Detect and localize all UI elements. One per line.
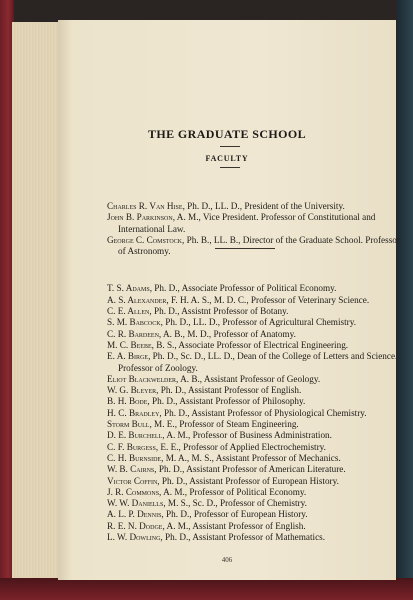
faculty-entry xyxy=(107,419,403,430)
section-divider xyxy=(215,248,275,249)
faculty-entry xyxy=(107,283,403,294)
member-details: , A. M., Professor of Business Administration. xyxy=(162,430,332,441)
member-details: , A. M., Professor of Political Economy. xyxy=(159,486,307,497)
faculty-entry xyxy=(107,509,403,520)
member-name: A. L. P. Dennis xyxy=(107,509,162,520)
member-details: , Ph. D., Sc. D., LL. D., Dean of the College of Letters and Science. Professor of Zoology. xyxy=(118,351,398,373)
faculty-entry xyxy=(107,295,403,306)
book-cover-bottom xyxy=(0,578,413,600)
divider-gap xyxy=(107,257,403,283)
member-name: Storm Bull xyxy=(107,419,150,430)
faculty-entry xyxy=(107,442,403,453)
faculty-entry xyxy=(107,351,403,374)
member-name: Victor Coffin xyxy=(107,475,158,486)
member-name: S. M. Babcock xyxy=(107,317,161,328)
member-name: H. C. Bradley xyxy=(107,407,160,418)
member-name: A. S. Alexander xyxy=(107,294,167,305)
faculty-entry xyxy=(107,396,403,407)
member-details: , Ph. D., Assistant Professor of Philosophy. xyxy=(147,396,306,407)
member-details: , M. A., M. S., Assistant Professor of Mechanics. xyxy=(161,452,341,463)
faculty-entry xyxy=(107,212,403,235)
faculty-entry xyxy=(107,235,403,258)
heading-rule xyxy=(220,167,240,168)
member-name: C. E. Allen xyxy=(107,306,150,317)
title-rule xyxy=(220,146,240,147)
member-details: , A. B., M. D., Professor of Anatomy. xyxy=(158,328,296,339)
member-name: M. C. Beebe xyxy=(107,339,152,350)
member-details: , B. S., Associate Professor of Electrical Engineering. xyxy=(151,339,349,350)
officers-list xyxy=(107,201,403,257)
member-details: , Ph. B., LL. B., Director of the Graduate School. Professor of Astronomy. xyxy=(118,234,400,257)
faculty-entry xyxy=(107,430,403,441)
book-page xyxy=(58,20,400,580)
member-name: W. B. Cairns xyxy=(107,464,155,475)
member-details: , Ph. D., Assistant Professor of European History. xyxy=(157,475,339,486)
page-edges xyxy=(12,22,60,578)
faculty-entry xyxy=(107,408,403,419)
faculty-entry xyxy=(107,385,403,396)
faculty-entry xyxy=(107,476,403,487)
faculty-entry xyxy=(107,340,403,351)
member-name: B. H. Bode xyxy=(107,396,148,407)
member-name: T. S. Adams xyxy=(107,283,150,294)
member-details: , M. E., Professor of Steam Engineering. xyxy=(149,419,299,430)
faculty-entry xyxy=(107,374,403,385)
member-details: , Ph. D., Associate Professor of Political Economy. xyxy=(149,283,337,294)
member-name: D. E. Burchell xyxy=(107,430,163,441)
member-details: , A. M., Assistant Professor of English. xyxy=(162,520,306,531)
faculty-entry xyxy=(107,487,403,498)
page-title: THE GRADUATE SCHOOL xyxy=(147,127,307,141)
member-name: W. G. Bleyer xyxy=(107,385,157,396)
member-details: , F. H. A. S., M. D. C., Professor of Veterinary Science. xyxy=(166,294,370,305)
member-name: C. H. Burnside xyxy=(107,452,162,463)
faculty-entry xyxy=(107,498,403,509)
faculty-entry xyxy=(107,201,403,212)
faculty-entry xyxy=(107,521,403,532)
member-name: C. F. Burgess xyxy=(107,441,156,452)
member-name: J. R. Commons xyxy=(107,486,160,497)
member-name: L. W. Dowling xyxy=(107,532,161,543)
member-details: , Ph. D., LL. D., President of the University. xyxy=(182,201,345,211)
member-name: W. W. Daniells xyxy=(107,498,164,509)
section-heading: FACULTY xyxy=(205,154,249,163)
faculty-entry xyxy=(107,317,403,328)
faculty-entry xyxy=(107,532,403,543)
member-details: , Ph. D., LL. D., Professor of Agricultural Chemistry. xyxy=(160,317,356,328)
member-name: George C. Comstock xyxy=(107,234,183,245)
member-details: , A. B., Assistant Professor of Geology. xyxy=(176,373,321,384)
faculty-entry xyxy=(107,453,403,464)
member-details: , Ph. D., Assistant Professor of English. xyxy=(156,385,302,396)
member-name: R. E. N. Dodge xyxy=(107,520,163,531)
member-details: , Ph. D., Assistant Professor of Physiological Chemistry. xyxy=(159,407,367,418)
member-name: C. R. Bardeen xyxy=(107,328,159,339)
member-details: , Ph. D., Assistnt Professor of Botany. xyxy=(149,306,289,317)
member-name: John B. Parkinson xyxy=(107,212,173,223)
faculty-entry xyxy=(107,306,403,317)
faculty-entry xyxy=(107,329,403,340)
member-details: , Ph. D., Assistant Professor of Mathematics. xyxy=(160,532,326,543)
page-number: 406 xyxy=(221,556,233,564)
member-name: Charles R. Van Hise xyxy=(107,201,183,211)
member-name: E. A. Birge xyxy=(107,351,149,362)
member-details: , Ph. D., Assistant Professor of American Literature. xyxy=(154,464,346,475)
member-details: , M. S., Sc. D., Professor of Chemistry. xyxy=(163,498,307,509)
faculty-entry xyxy=(107,464,403,475)
member-details: , Ph. D., Professor of European History. xyxy=(161,509,308,520)
member-details: , A. M., Vice President. Professor of Constitutional and International Law. xyxy=(118,212,376,234)
member-name: Eliot Blackwelder xyxy=(107,373,177,384)
faculty-list xyxy=(107,201,403,543)
faculty-members xyxy=(107,283,403,543)
member-details: , E. E., Professor of Applied Electrochemistry. xyxy=(155,441,326,452)
